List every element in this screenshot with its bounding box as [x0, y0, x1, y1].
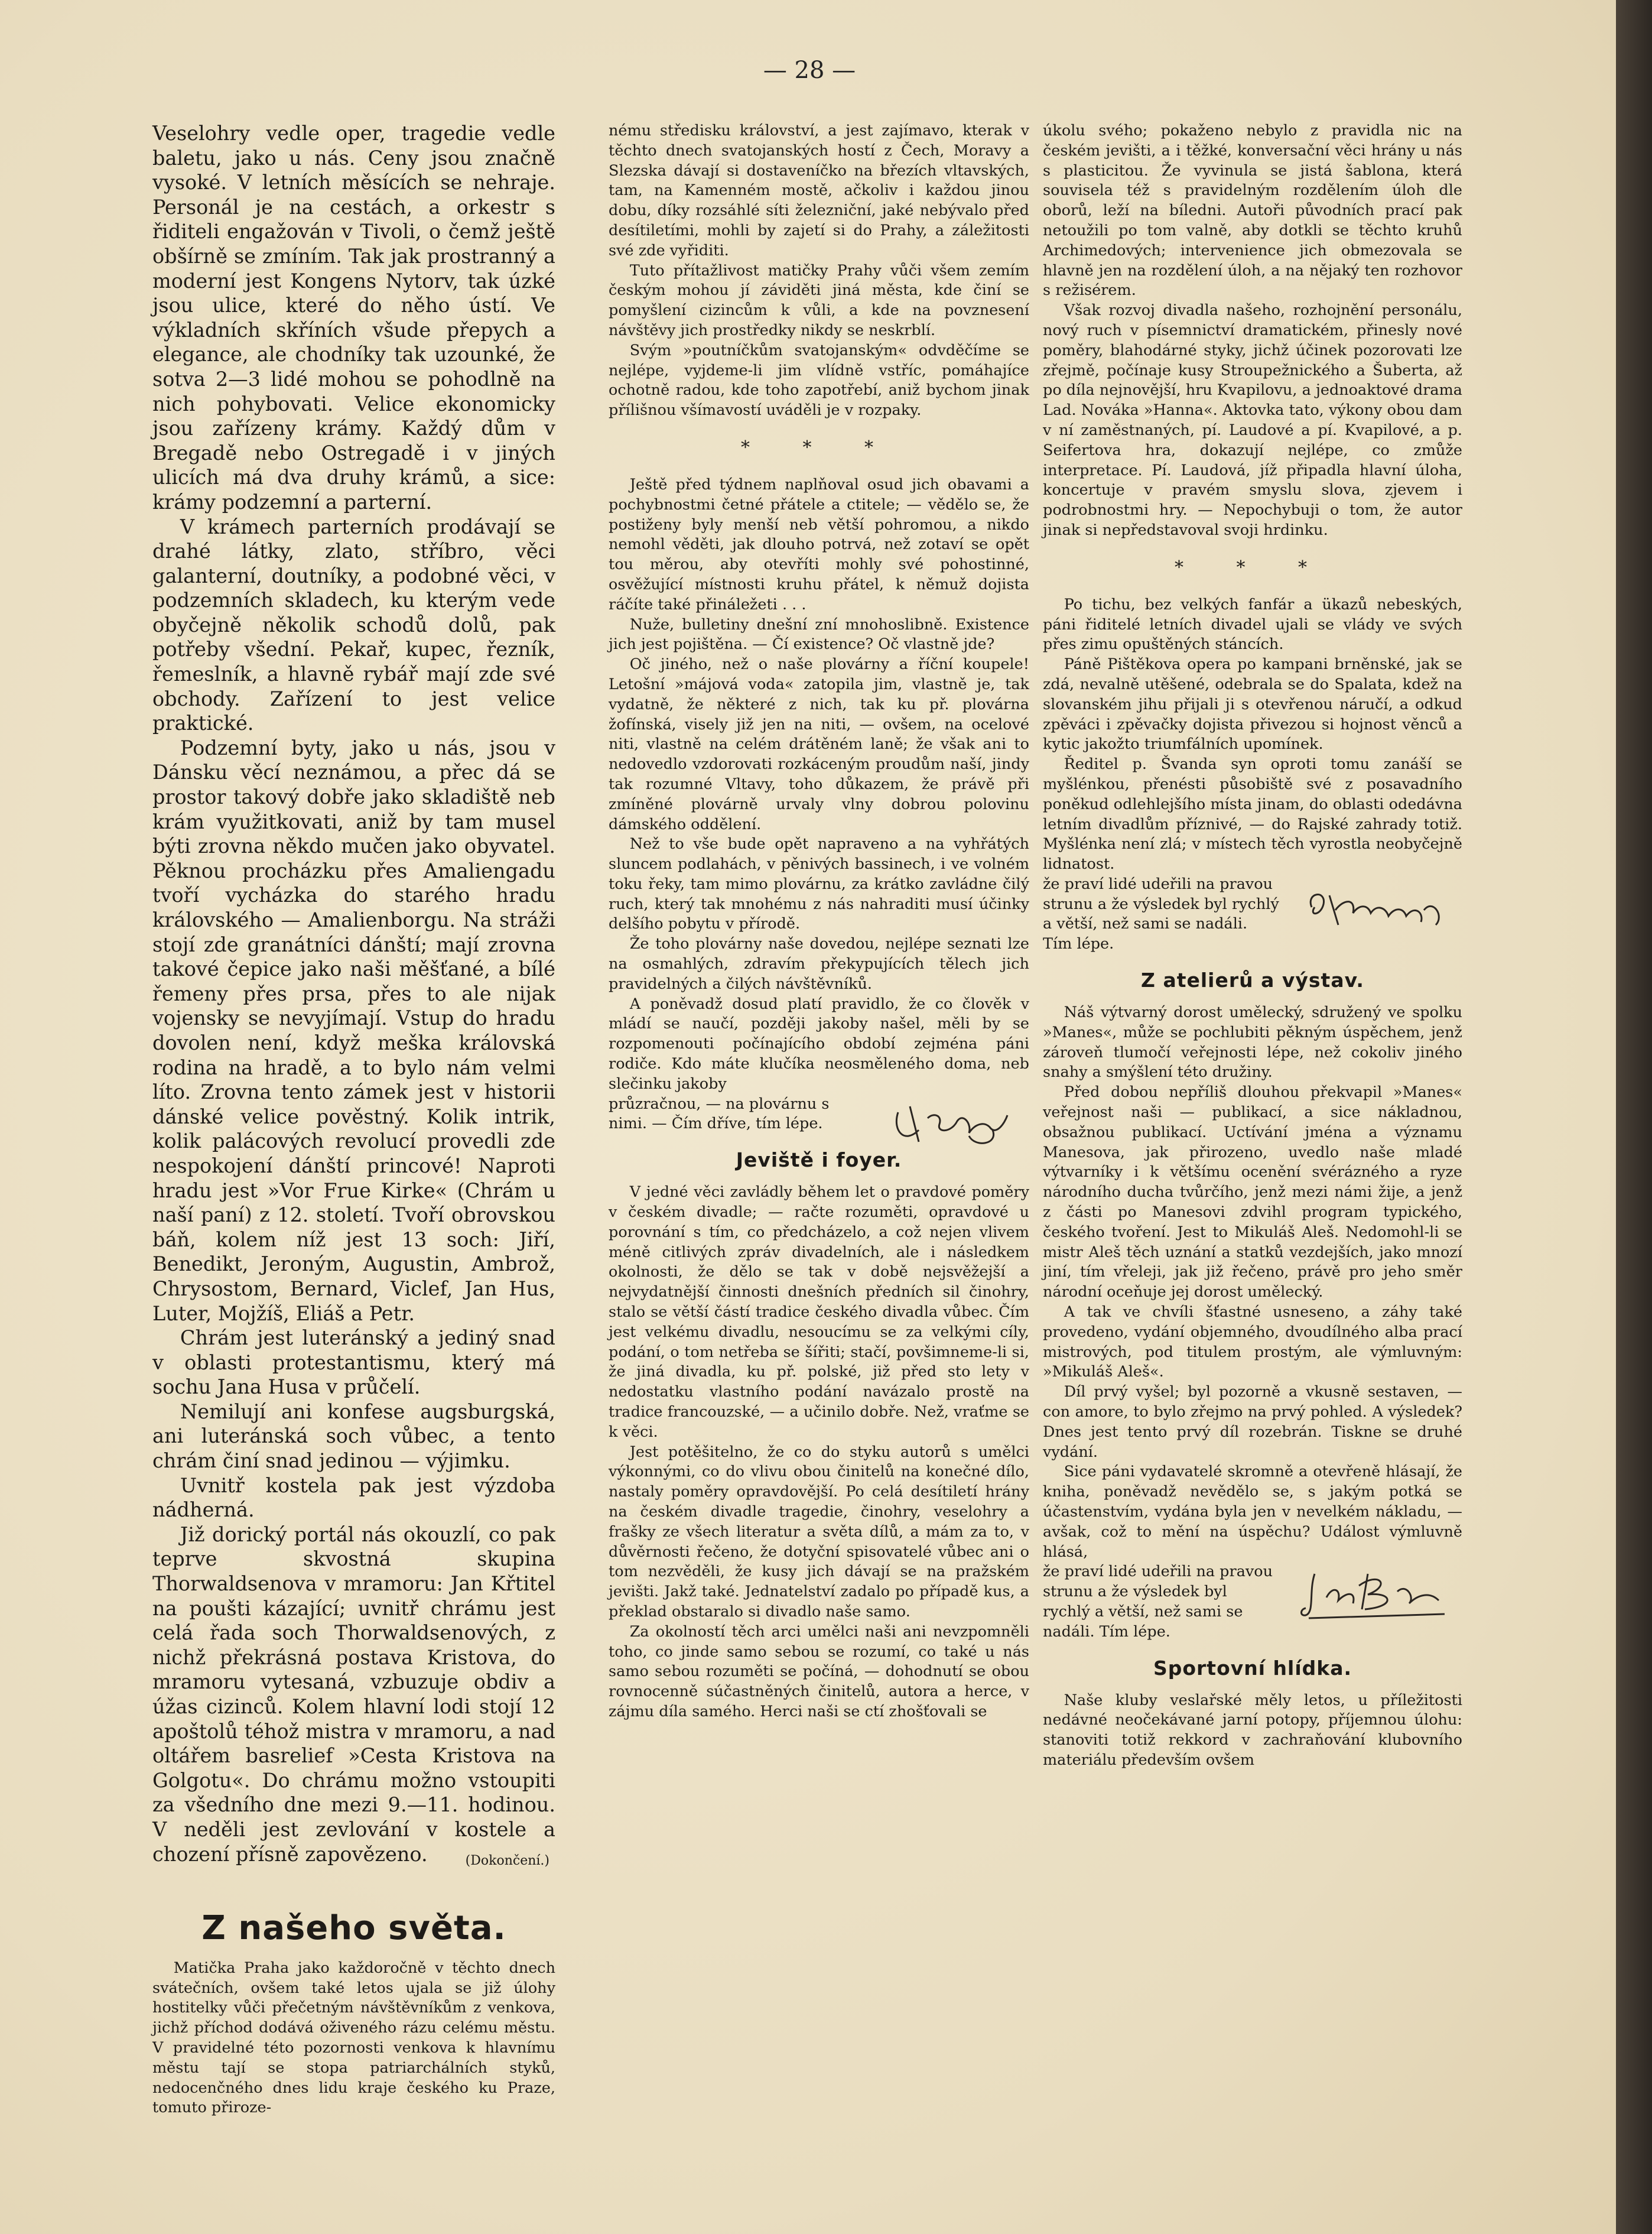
- paragraph: V jedné věci zavládly během let o pravdové poměry v českém divadle; — račte rozuměti, opravdové u porovnání s tím, co předcházelo, a což nejen vlivem méně citlivých zpráv divadelních, ale i následkem okolnosti, že dělo se tak v době nejsvěžejší a nejvydatnější činnosti dnešních předních sil činohry, stalo se větší částí tradice českého divadla vůbec. Čím jest velkému divadlu, nesoucímu se za velkými cíly, podání, o tom netřeba se šířiti; stačí, povšimneme-li si, že jiná divadla, ku př. polské, již před sto lety v nedostatku vlastního podání navázalo prostě na tradice francouzské, — a učinilo dobře. Než, vraťme se k věci.: [609, 1183, 1029, 1441]
- section-separator: * * *: [1174, 557, 1331, 578]
- signature-block: [1043, 875, 1462, 954]
- to-be-continued-note: (Dokončení.): [465, 1853, 549, 1869]
- section-title-z-naseho-sveta: Z našeho světa.: [201, 1908, 506, 1947]
- column-1: [152, 121, 555, 2118]
- paragraph: Oč jiného, než o naše plovárny a říční koupele! Letošní »májová voda« zatopila jim, vlastně je, tak vydatně, že některé z nich, tak ku př. plovárna žofínská, visely již jen na niti, — ovšem, na ocelové niti, vlastně na celém drátěném laně; že však ani to nedovedlo vzdorovati rozkáceným proudům naší, jindy tak rozumné Vltavy, toho důkazem, že právě při zmíněné plovárně urvaly vlny dobrou polovinu dámského oddělení.: [609, 655, 1029, 833]
- paragraph: Tuto přítažlivost matičky Prahy vůči všem zemím českým mohou jí záviděti jiná města, kde činí se pomyšlení cizincům k vůli, a kde na povznesení návštěvy jich prostředky nikdy se neskrblí.: [609, 261, 1029, 339]
- paragraph: Veselohry vedle oper, tragedie vedle baletu, jako u nás. Ceny jsou značně vysoké. V letních měsících se nehraje. Personál je na cestách, a orkestr s řiditeli engažován v Tivoli, o čemž ještě obšírně se zmíním. Tak jak prostranný a moderní jest Kongens Nytorv, tak úzké jsou ulice, které do něho ústí. Ve výkladních skříních všude přepych a elegance, ale chodníky tak uzounké, že sotva 2—3 lidé mohou se pohodlně na nich pohybovati. Velice ekonomicky jsou zařízeny krámy. Každý dům v Bregadě nebo Ostregadě i v jiných ulicích má dva druhy krámů, a sice: krámy podzemní a parterní.: [152, 122, 555, 514]
- paragraph: Sice páni vydavatelé skromně a otevřeně hlásají, že kniha, poněvadž nevědělo se, s jakým potká se účastenstvím, vydána byla jen v nevelkém nákladu, — avšak, což to mění na úspěchu? Událost výmluvně hlásá,: [1043, 1463, 1462, 1561]
- paragraph: Za okolností těch arci umělci naši ani nevzpomněli toho, co jinde samo sebou se rozumí, co také u nás samo sebou rozuměti se počíná, — dohodnutí se obou rovnocenně súčastněných činitelů, autora a herce, v zájmu díla samého. Herci naši se ctí zhošťovali se: [609, 1622, 1029, 1720]
- handwritten-signature: [886, 1089, 1016, 1154]
- paragraph: Však rozvoj divadla našeho, rozhojnění personálu, nový ruch v písemnictví dramatickém, přinesly nové poměry, blahodárné styky, jichž účinek pozorovati lze zřejmě, počínaje kusy Stroupežnického a Šuberta, až po díla nejnovější, hru Kvapilovu, a jednoaktové drama Lad. Nováka »Hanna«. Aktovka tato, výkony obou dam v ní zaměstnaných, pí. Laudové a pí. Kvapilové, a p. Seifertova hra, dokazují nejlépe, co zmůže interpretace. Pí. Laudová, jíž připadla hlavní úloha, koncertuje v pravém smyslu slova, zjevem i podrobnostmi hry. — Nepochybuji o tom, že autor jinak si nepředstavoval svoji hrdinku.: [1043, 301, 1462, 539]
- section-title-sportovni-hlidka: Sportovní hlídka.: [1153, 1656, 1352, 1680]
- paragraph: průzračnou, — na plovárnu s nimi. — Čím dříve, tím lépe.: [609, 1095, 830, 1133]
- handwritten-signature: [1297, 1562, 1451, 1621]
- page-binding-edge: [1616, 0, 1652, 2234]
- paragraph: Podzemní byty, jako u nás, jsou v Dánsku věcí neznámou, a přec dá se prostor takový dobře jako skladiště neb krám využitkovati, aniž by tam musel býti zrovna někdo mučen jako obyvatel. Pěknou procházku přes Amaliengadu tvoří vycházka do starého hradu královského — Amalienborgu. Na stráži stojí zde granátníci dánští; mají zrovna takové čepice jako naši měšťané, a bílé řemeny přes prsa, přes to ale nijak vojensky se nevyjímají. Vstup do hradu dovolen není, když meška královská rodina na hradě, a to bylo nám velmi líto. Zrovna tento zámek jest v historii dánské velice pověstný. Kolik intrik, kolik palácových revolucí provedli zde nespokojení dánští princové! Naproti hradu jest »Vor Frue Kirke« (Chrám u naší paní) z 12. století. Tvoří obrovskou báň, kolem níž jest 13 soch: Jiří, Benedikt, Jeroným, Augustin, Ambrož, Chrysostom, Bernard, Viclef, Jan Hus, Luter, Mojžíš, Eliáš a Petr.: [152, 736, 555, 1325]
- paragraph: že praví lidé udeřili na pravou strunu a že výsledek byl rychlý a větší, než sami se nadáli. Tím lépe.: [1043, 875, 1279, 953]
- section-separator: * * *: [740, 437, 897, 458]
- paragraph: Matička Praha jako každoročně v těchto dnech svátečních, ovšem také letos ujala se již úlohy hostitelky vůči přečetným návštěvníkům z venkova, jichž příchod dodává oživeného rázu celému městu. V pravidelné této pozornosti venkova k hlavnímu městu tají se stopa patriarchálních styků, nedocenčného dnes lidu kraje českého ku Praze, tomuto přiroze-: [152, 1959, 555, 2117]
- paragraph: Naše kluby veslařské měly letos, u příležitosti nedávné neočekávané jarní potopy, příjemnou úlohu: stanoviti totiž rekkord v zachraňování klubovního materiálu především ovšem: [1043, 1691, 1462, 1769]
- paragraph: Ředitel p. Švanda syn oproti tomu zanáší se myšlénkou, přenésti působiště své z posavadního poněkud odlehlejšího místa jinam, do oblasti odedávna letním divadlům příznivé, — do Rajské zahrady totiž. Myšlénka není zlá; v místech těch vyrostla neobyčejně lidnatost.: [1043, 755, 1462, 874]
- signature-block: [609, 1095, 1029, 1135]
- paragraph: Nemilují ani konfese augsburgská, ani luteránská soch vůbec, a tento chrám činí snad jedinou — výjimku.: [152, 1400, 555, 1473]
- signature-block: [1043, 1562, 1462, 1642]
- paragraph: Uvnitř kostela pak jest výzdoba nádherná.: [152, 1473, 555, 1522]
- column-3: [1043, 121, 1462, 1771]
- paragraph: že praví lidé udeřili na pravou strunu a že výsledek byl rychlý a větší, než sami se nadáli. Tím lépe.: [1043, 1563, 1273, 1641]
- section-title-jeviste-i-foyer: Jeviště i foyer.: [736, 1148, 902, 1172]
- paragraph: Páně Pištěkova opera po kampani brněnské, jak se zdá, nevalně utěšené, odebrala se do Spalata, kdež na slovanském jihu přijali ji s otevřenou náručí, a odkud zpěváci i zpěvačky dojista přivezou si hojnost věnců a kytic jakožto triumfálních upomínek.: [1043, 655, 1462, 754]
- section-title-z-atelieru-a-vystav: Z atelierů a výstav.: [1141, 969, 1364, 992]
- paragraph: Jest potěšitelno, že co do styku autorů s umělci výkonnými, co do vlivu obou činitelů na konečné dílo, nastaly poměry opravdovější. Po celá desítiletí hrány na českém divadle tragedie, činohry, veselohry a frašky ze všech literatur a světa dílů, a mám za to, v důvěrnosti řečeno, že dotyční spisovatelé vůbec ani o tom nezvěděli, že kusy jich dávají se na pražském jevišti. Jakž také. Jednatelství zadalo po případě kus, a překlad obstaralo si divadlo naše samo.: [609, 1443, 1029, 1621]
- paragraph: Díl prvý vyšel; byl pozorně a vkusně sestaven, — con amore, to bylo zřejmo na prvý pohled. A výsledek? Dnes jest tento prvý díl rozebrán. Tiskne se druhé vydání.: [1043, 1383, 1462, 1461]
- paragraph: nému středisku království, a jest zajímavo, kterak v těchto dnech svatojanských hostí z Čech, Moravy a Slezska dávají si dostaveníčko na březích vltavských, tam, na Kamenném mostě, ačkoliv i každou jinou dobu, díky rozsáhlé síti železniční, jaké nebývalo před desítiletími, mohli by zajetí si do Prahy, a záležitosti své zde vyřiditi.: [609, 122, 1029, 259]
- paragraph: Chrám jest luteránský a jediný snad v oblasti protestantismu, který má sochu Jana Husa v průčelí.: [152, 1326, 555, 1399]
- paragraph: Po tichu, bez velkých fanfár a ükazů nebeských, páni řiditelé letních divadel ujali se vlády ve svých přes zimu opuštěných stáncích.: [1043, 595, 1462, 654]
- paragraph: Svým »poutníčkům svatojanským« odvděčíme se nejlépe, vyjdeme-li jim vlídně vstříc, pomáhajíce ochotně radou, kde toho zapotřebí, aniž bychom jinak přílišnou všímavostí uváděli je v rozpaky.: [609, 341, 1029, 420]
- paragraph: Náš výtvarný dorost umělecký, sdružený ve spolku »Manes«, může se pochlubiti pěkným úspěchem, jenž zároveň tlumočí veřejnosti lépe, než cokoliv jiného snahy a smýšlení této družiny.: [1043, 1004, 1462, 1082]
- page-number: — 28 —: [763, 57, 856, 84]
- paragraph: Před dobou nepříliš dlouhou překvapil »Manes« veřejnost naši — publikací, a sice nákladnou, obsažnou publikací. Uctívání jména a významu Manesova, jak přirozeno, uvedlo naše mladé výtvarníky i k většímu ocenění svérázného a ryze národního ducha tvůrčího, jenž mezi námi žije, a jenž z části po Manesovi zdvihl program typického, českého tvoření. Jest to Mikuláš Aleš. Nedomohl-li se mistr Aleš těch uznání a statků vezdejších, jako mnozí jiní, tím vřeleji, jak již řečeno, právě pro jeho směr národní oceňuje jej dorost umělecký.: [1043, 1083, 1462, 1301]
- paragraph: Ještě před týdnem naplňoval osud jich obavami a pochybnostmi četné přátele a ctitele; — vědělo se, že postiženy byly menší neb větší pohromou, a nikdo nemohl věděti, jak dlouho potrvá, než zotaví se opět tou měrou, aby otevříti mohly své pohostinné, osvěžující místnosti kruhu přátel, k němuž dojista ráčíte také přináležeti . . .: [609, 475, 1029, 613]
- paragraph: úkolu svého; pokaženo nebylo z pravidla nic na českém jevišti, a i těžké, konversační věci hrány u nás s plasticitou. Že vyvinula se jistá šablona, která souvisela též s pravidelným rozdělením úloh dle oborů, leží na bíledni. Autoři původních prací pak netoužili po tom valně, aby dotkli se těchto kruhů Archimedových; intervenience jich obmezovala se hlavně jen na rozdělení úloh, a na nějaký ten rozhovor s režisérem.: [1043, 122, 1462, 300]
- paragraph: A tak ve chvíli šťastné usneseno, a záhy také provedeno, vydání objemného, dvoudílného alba prací mistrových, pod titulem prostým, ale výmluvným: »Mikuláš Aleš«.: [1043, 1303, 1462, 1381]
- paragraph: Než to vše bude opět napraveno a na vyhřátých sluncem podlahách, v pěnivých bassinech, i ve volném toku řeky, tam mimo plovárnu, za krátko zavládne čilý ruch, který tak mnohému z nás nahraditi musí účinky delšího pobytu v přírodě.: [609, 835, 1029, 933]
- paragraph: V krámech parterních prodávají se drahé látky, zlato, stříbro, věci galanterní, doutníky, a podobné věci, v podzemních skladech, ku kterým vede obyčejně několik schodů dolů, pak potřeby všední. Pekař, kupec, řezník, řemeslník, a hlavně rybář mají zde své obchody. Zařízení to jest velice praktické.: [152, 515, 555, 735]
- paragraph: Že toho plovárny naše dovedou, nejlépe seznati lze na osmahlých, zdravím překypujících tělech jich pravidelných a čilých návštěvníků.: [609, 935, 1029, 993]
- paragraph: Již dorický portál nás okouzlí, co pak teprve skvostná skupina Thorwaldsenova v mramoru: Jan Křtitel na poušti kázající; uvnitř chrámu jest celá řada soch Thorwaldsenových, z nichž překrásná postava Kristova, do mramoru vytesaná, vzbuzuje obdiv a úžas cizinců. Kolem hlavní lodi stojí 12 apoštolů téhož mistra v mramoru, a nad oltářem basrelief »Cesta Kristova na Golgotu«. Do chrámu možno vstoupiti za všedního dne mezi 9.—11. hodinou. V neděli jest zevlování v kostele a chození přísně zapovězeno.: [152, 1522, 555, 1866]
- paragraph: Nuže, bulletiny dnešní zní mnohoslibně. Existence jich jest pojištěna. — Čí existence? Oč vlastně jde?: [609, 615, 1029, 654]
- column-2: [609, 121, 1029, 1722]
- handwritten-signature: [1303, 881, 1451, 934]
- paragraph: A poněvadž dosud platí pravidlo, že co člověk v mládí se naučí, později jakoby našel, měli by se rozpomenouti počínajícího období zejména páni rodiče. Kdo máte klučíka neosměleného doma, neb slečinku jakoby: [609, 995, 1029, 1093]
